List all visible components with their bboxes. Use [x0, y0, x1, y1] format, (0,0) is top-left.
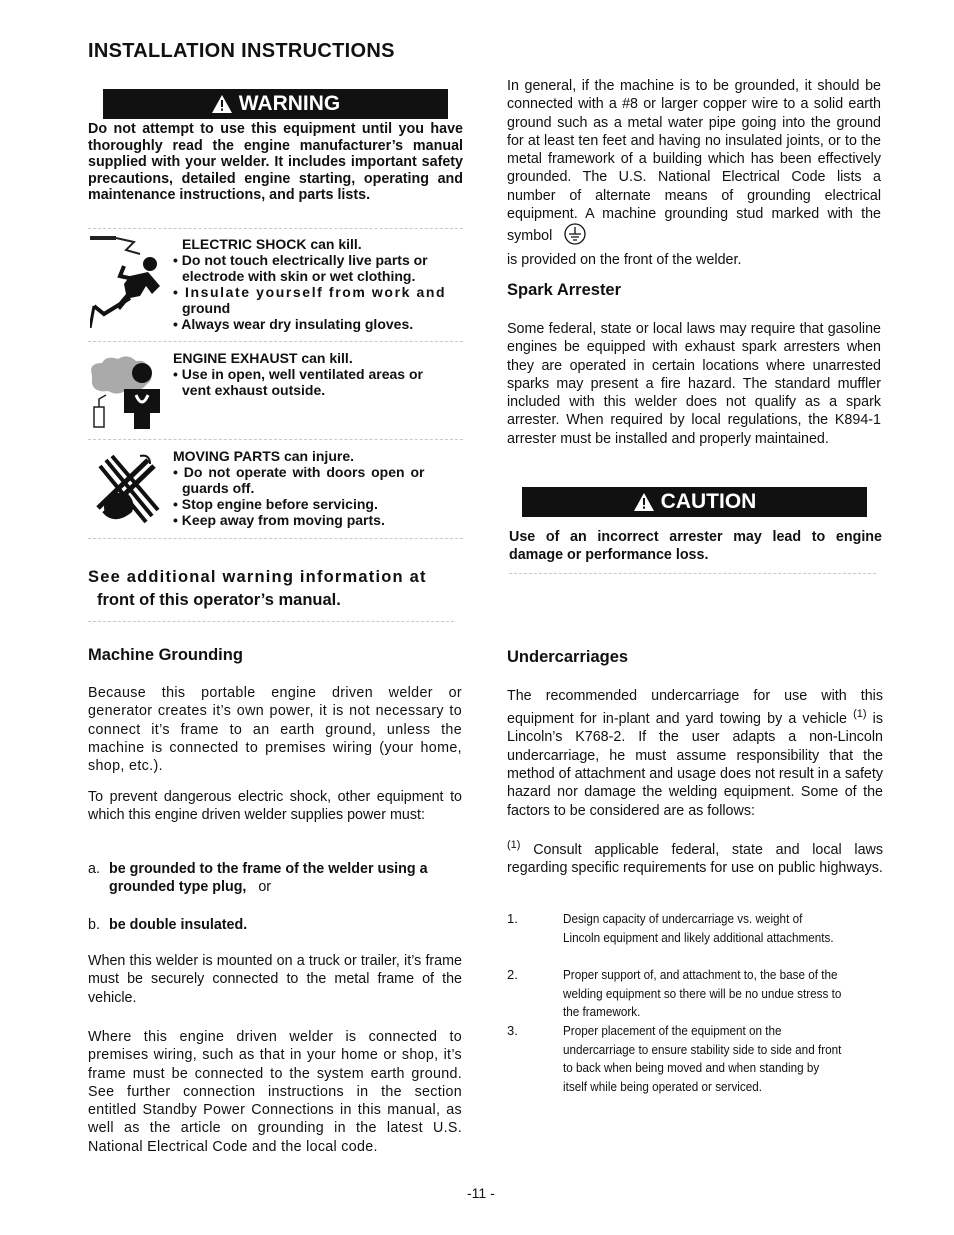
moving-parts-icon — [92, 452, 162, 526]
item-a-text: be grounded to the frame of the welder using a — [109, 861, 428, 877]
list-item-text: Design capacity of undercarriage vs. weight of Lincoln equipment and likely additional attachments. — [563, 911, 834, 945]
moving-parts-warning — [173, 448, 465, 528]
hazard-line: • Do not touch electrically live parts or — [173, 252, 428, 268]
warning-label: WARNING — [238, 92, 341, 115]
caution-triangle-icon — [633, 492, 655, 512]
see-additional-line: See additional warning information at — [88, 568, 427, 586]
spark-arrester-text: Some federal, state or local laws may require that gasoline engines be equipped with exhaust spark arresters when they are operated in certain locations where unarrested sparks may present a fire hazard. The standard muffler included with this welder does not qualify as a spark arrester. When required by local regulations, the K894-1 arrester must be installed and properly maintained. — [507, 321, 881, 447]
hazard-line: electrode with skin or wet clothing. — [182, 268, 416, 284]
see-additional-line: front of this operator’s manual. — [97, 591, 341, 609]
divider — [88, 439, 463, 440]
hazard-heading: ELECTRIC SHOCK can kill. — [182, 236, 362, 252]
hazard-line: • Insulate yourself from work and — [173, 284, 447, 300]
list-item-text: Proper placement of the equipment on the undercarriage to ensure stability side to side and front to back when being moved and when standing by itself while being operated or serviced. — [563, 1023, 842, 1094]
spark-arrester-heading: Spark Arrester — [507, 281, 622, 299]
item-a-or: or — [258, 879, 272, 896]
divider — [88, 538, 463, 539]
list-item-number: 2. — [507, 967, 518, 982]
divider — [88, 228, 463, 229]
hazard-line: guards off. — [182, 480, 255, 496]
machine-grounding-p3: When this welder is mounted on a truck or trailer, it’s frame must be securely connected to the metal frame of the vehicle. — [88, 953, 462, 1006]
machine-grounding-heading: Machine Grounding — [88, 646, 243, 664]
page-number: -11 - — [467, 1185, 495, 1201]
warning-banner — [103, 89, 448, 119]
hazard-line: ground — [182, 300, 231, 316]
undercarriages-text-b: is Lincoln’s K768-2. If the user adapts a non-Lincoln undercarriage, he must assume responsibility that the method of attachment and usage does not result in a safety hazard nor damage the welding equipment. Some of the factors to be considered are as follows: — [507, 711, 883, 819]
undercarriages-footnote — [507, 836, 883, 877]
machine-grounding-p1: Because this portable engine driven welder or generator creates it’s own power, it is not necessary to connect it’s frame to an earth ground, unless the machine is connected to premises wiring (your home, shop, etc.). — [88, 685, 462, 775]
hazard-line: • Do not operate with doors open or — [173, 464, 425, 480]
list-item-number: 1. — [507, 911, 518, 926]
engine-exhaust-warning — [173, 350, 465, 398]
item-a-text-cont: grounded type plug, — [109, 879, 247, 896]
caution-label: CAUTION — [660, 490, 757, 513]
hazard-line: • Stop engine before servicing. — [173, 496, 378, 512]
hazard-line: • Use in open, well ventilated areas or — [173, 366, 423, 382]
hazard-heading: ENGINE EXHAUST can kill. — [173, 350, 353, 366]
divider — [88, 341, 463, 342]
footnote-mark: (1) — [507, 839, 521, 851]
grounding-continued-end: is provided on the front of the welder. — [507, 251, 742, 268]
undercarriages-text — [507, 687, 883, 820]
caution-banner — [522, 487, 867, 517]
electric-shock-icon — [90, 236, 170, 328]
undercarriages-text-a: The recommended undercarriage for use with this equipment for in-plant and yard towing by a vehicle — [507, 688, 883, 728]
item-a-label: a. — [88, 861, 100, 877]
warning-triangle-icon — [211, 94, 233, 114]
hazard-line: • Keep away from moving parts. — [173, 512, 385, 528]
grounding-item-b — [88, 916, 468, 934]
list-item-number: 3. — [507, 1023, 518, 1038]
grounding-continued — [507, 77, 881, 269]
divider — [509, 573, 876, 574]
undercarriages-heading: Undercarriages — [507, 648, 629, 666]
hazard-heading: MOVING PARTS can injure. — [173, 448, 354, 464]
electric-shock-warning — [173, 236, 465, 332]
hazard-line: • Always wear dry insulating gloves. — [173, 316, 414, 332]
page-title: INSTALLATION INSTRUCTIONS — [88, 40, 395, 62]
machine-grounding-p4: Where this engine driven welder is connected to premises wiring, such as that in your home or shop, it’s frame must be connected to the system earth ground. See further connection instructions in the section entitled Standby Power Connections in this manual, as well as the article on grounding in the latest U.S. National Electrical Code and the local code. — [88, 1029, 462, 1155]
ground-symbol-icon — [564, 223, 586, 250]
machine-grounding-p2: To prevent dangerous electric shock, other equipment to which this engine driven welder supplies power must: — [88, 789, 462, 824]
warning-intro: Do not attempt to use this equipment until you have thoroughly read the engine manufacturer’s manual supplied with your welder. It includes important safety precautions, detailed engine starting, operating and maintenance instructions, and parts lists. — [88, 121, 463, 203]
grounding-continued-text: In general, if the machine is to be grounded, it should be connected with a #8 or larger copper wire to a solid earth ground such as a metal water pipe going into the ground for at least ten feet and having no insulated joints, or to the metal framework of a building which has been effectively grounded. The U.S. National Electrical Code lists a number of alternate means of grounding electrical equipment. A machine grounding stud marked with the symbol — [507, 78, 881, 245]
divider — [88, 621, 454, 622]
engine-exhaust-icon — [88, 355, 170, 429]
footnote-text: Consult applicable federal, state and local laws regarding specific requirements for use on public highways. — [507, 841, 883, 877]
caution-text: Use of an incorrect arrester may lead to engine damage or performance loss. — [509, 529, 882, 563]
item-b-text: be double insulated. — [109, 917, 248, 933]
hazard-line: vent exhaust outside. — [182, 382, 326, 398]
item-b-label: b. — [88, 917, 100, 933]
see-additional-warning — [88, 566, 468, 612]
list-item-text: Proper support of, and attachment to, the base of the welding equipment so there will be no undue stress to the framework. — [563, 967, 842, 1019]
grounding-item-a — [88, 860, 468, 897]
undercarriage-factor-list — [507, 910, 887, 1110]
footnote-mark: (1) — [853, 708, 867, 721]
